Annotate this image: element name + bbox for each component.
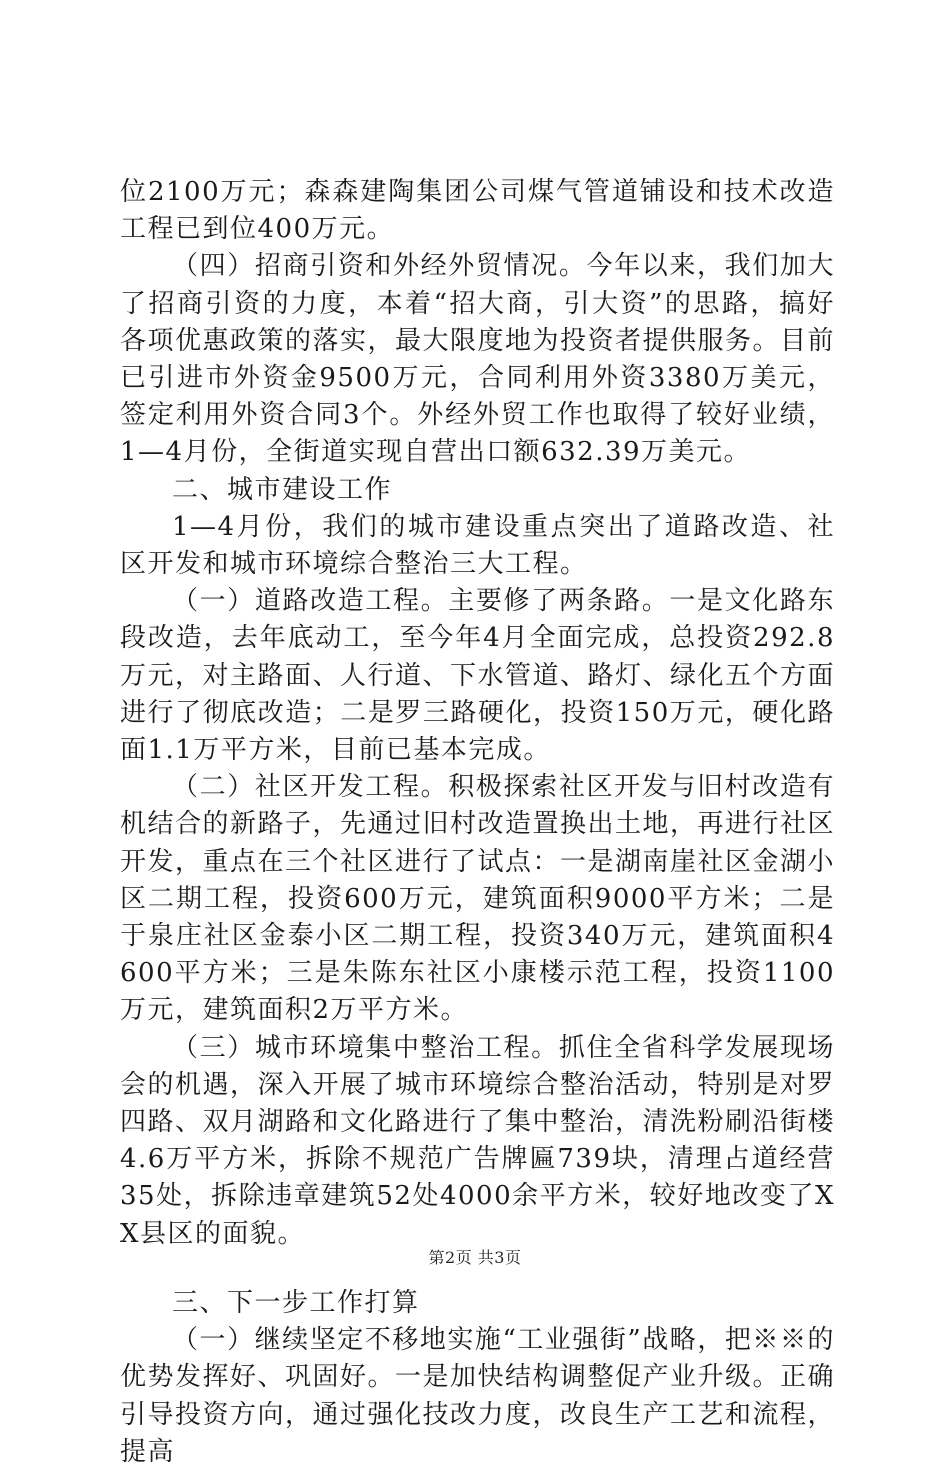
section-heading-urban-construction: 二、城市建设工作 [172,474,393,505]
paragraph-construction-overview: 1—4月份，我们的城市建设重点突出了道路改造、社区开发和城市环境综合整治三大工程。 [120,511,835,580]
paragraph-industry-strategy: （一）继续坚定不移地实施“工业强街”战略，把※※的优势发挥好、巩固好。一是加快结构调整促产业升级。正确引导投资方向，通过强化技改力度，改良生产工艺和流程，提高 [120,1325,836,1467]
paragraph-environment-rectification: （三）城市环境集中整治工程。抓住全省科学发展现场会的机遇，深入开展了城市环境综合整治活动，特别是对罗四路、双月湖路和文化路进行了集中整治，清洗粉刷沿街楼4.6万平方米，拆除不规范广告牌匾739块，清理占道经营35处，拆除违章建筑52处4000余平方米，较好地改变了XX县区的面貌。 [120,1032,836,1249]
page-number-footer: 第2页 共3页 [428,1248,522,1267]
document-body [120,174,835,1471]
paragraph-investment-amounts: 位2100万元；森森建陶集团公司煤气管道铺设和技术改造工程已到位400万元。 [120,177,835,245]
paragraph-road-renovation: （一）道路改造工程。主要修了两条路。一是文化路东段改造，去年底动工，至今年4月全面完成，总投资292.8万元，对主路面、人行道、下水管道、路灯、绿化五个方面进行了彻底改造；二是罗三路硬化，投资150万元，硬化路面1.1万平方米，目前已基本完成。 [120,586,836,766]
section-heading-next-steps: 三、下一步工作打算 [172,1287,420,1318]
paragraph-community-development: （二）社区开发工程。积极探索社区开发与旧村改造有机结合的新路子，先通过旧村改造置换出土地，再进行社区开发，重点在三个社区进行了试点：一是湖南崖社区金湖小区二期工程，投资600万元，建筑面积9000平方米；二是于泉庄社区金泰小区二期工程，投资340万元，建筑面积4600平方米；三是朱陈东社区小康楼示范工程，投资1100万元，建筑面积2万平方米。 [120,772,836,1026]
paragraph-foreign-trade: （四）招商引资和外经外贸情况。今年以来，我们加大了招商引资的力度，本着“招大商，引大资”的思路，搞好各项优惠政策的落实，最大限度地为投资者提供服务。目前已引进市外资金9500万元，合同利用外资3380万美元，签定利用外资合同3个。外经外贸工作也取得了较好业绩，1—4月份，全街道实现自营出口额632.39万美元。 [120,251,836,468]
